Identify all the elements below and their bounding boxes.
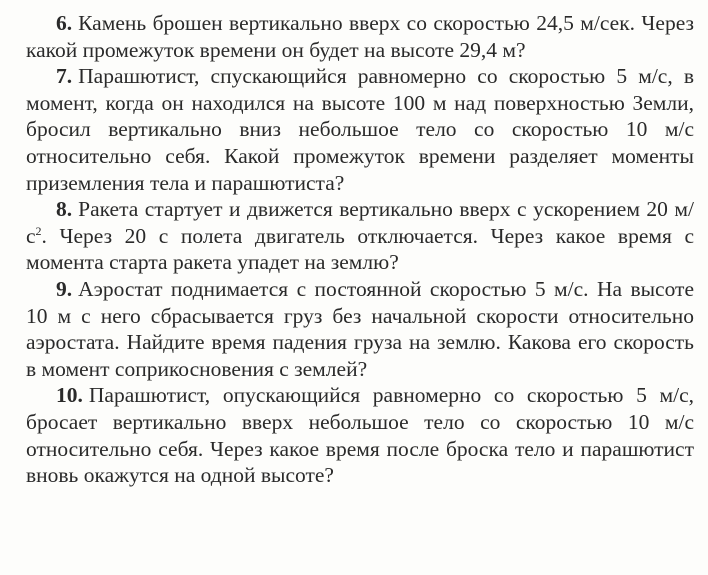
problem-number: 7.: [56, 64, 73, 89]
problem-text: Аэростат поднимается с постоянной скоростью 5 м/с. На высоте 10 м с него сбрасывается груз без начальной скорости относительно аэростата. Найдите время падения груза на землю. Какова его скорость в момент соприкосновения с землей?: [26, 276, 694, 381]
problem-10: [26, 382, 694, 488]
problem-7: [26, 63, 694, 196]
problem-9: [26, 276, 694, 382]
problem-text: Парашютист, опускающийся равномерно со скоростью 5 м/с, бросает вертикально вверх небольшое тело со скоростью 10 м/с относительно себя. Через какое время после броска тело и парашютист вновь окажутся на одной высоте?: [26, 383, 694, 488]
problem-text-part-1: Ракета стартует и движется вертикально вверх с ускорением 20 м/с: [26, 197, 694, 248]
problem-number: 9.: [56, 276, 73, 301]
problem-number: 6.: [56, 11, 73, 35]
problem-8: [26, 196, 694, 276]
problem-6: [26, 10, 694, 63]
problem-number: 8.: [56, 197, 73, 222]
problem-text: Камень брошен вертикально вверх со скоростью 24,5 м/сек. Через какой промежуток времени он будет на высоте 29,4 м?: [26, 11, 694, 62]
exponent: 2: [35, 223, 42, 238]
problem-text-part-2: . Через 20 с полета двигатель отключается. Через какое время с момента старта ракета упадет на землю?: [26, 223, 694, 275]
problem-text: Парашютист, спускающийся равномерно со скоростью 5 м/с, в момент, когда он находился на высоте 100 м над поверхностью Земли, бросил вертикально вниз небольшое тело со скоростью 10 м/с относительно себя. Какой промежуток времени разделяет моменты приземления тела и парашютиста?: [26, 64, 694, 195]
problem-number: 10.: [56, 383, 83, 408]
